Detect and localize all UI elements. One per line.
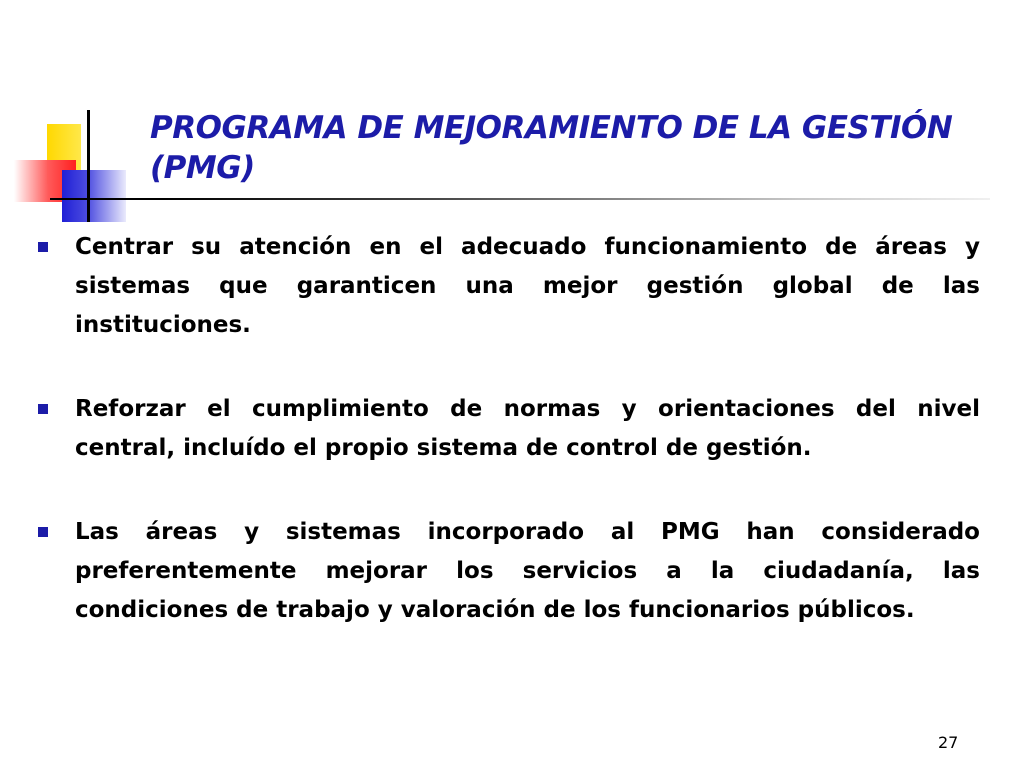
- list-item: [38, 513, 980, 630]
- bullet-list: [38, 228, 980, 675]
- list-item: [38, 228, 980, 345]
- bullet-text: Centrar su atención en el adecuado funcionamiento de áreas y sistemas que garanticen una mejor gestión global de las instituciones.: [75, 234, 980, 338]
- slide-title: PROGRAMA DE MEJORAMIENTO DE LA GESTIÓN (PMG): [150, 110, 953, 186]
- title-underline-rule: [50, 198, 990, 200]
- square-bullet-icon: [38, 242, 48, 252]
- page-number: 27: [938, 733, 959, 752]
- blue-square-shape: [62, 170, 126, 222]
- bullet-text: Reforzar el cumplimiento de normas y orientaciones del nivel central, incluído el propio sistema de control de gestión.: [75, 396, 980, 461]
- square-bullet-icon: [38, 527, 48, 537]
- bullet-text: Las áreas y sistemas incorporado al PMG han considerado preferentemente mejorar los servicios a la ciudadanía, las condiciones de trabajo y valoración de los funcionarios públicos.: [75, 519, 980, 623]
- square-bullet-icon: [38, 404, 48, 414]
- vertical-rule: [87, 110, 90, 222]
- list-item: [38, 390, 980, 468]
- decorative-logo: [0, 0, 160, 240]
